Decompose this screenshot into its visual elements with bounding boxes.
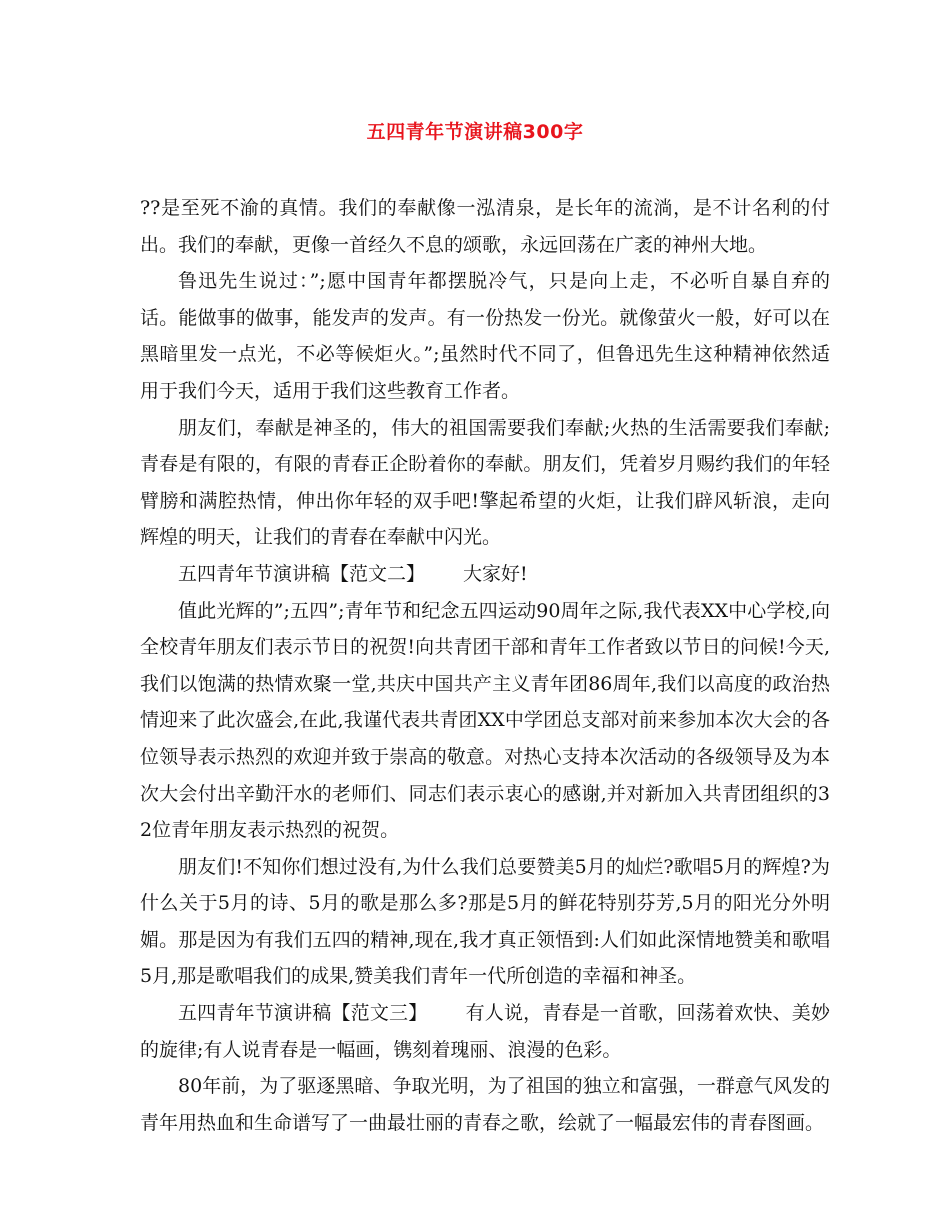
document-body [140, 190, 830, 1141]
paragraph: 80年前，为了驱逐黑暗、争取光明，为了祖国的独立和富强，一群意气风发的青年用热血和生命谱写了一曲最壮丽的青春之歌，绘就了一幅最宏伟的青春图画。 [140, 1075, 830, 1134]
section-heading-line [140, 556, 830, 593]
paragraph: 鲁迅先生说过：”;愿中国青年都摆脱冷气，只是向上走，不必听自暴自弃的话。能做事的做事，能发声的发声。有一份热发一份光。就像萤火一般，好可以在黑暗里发一点光，不必等候炬火。”;虽然时代不同了，但鲁迅先生这种精神依然适用于我们今天，适用于我们这些教育工作者。 [140, 270, 830, 402]
document-title: 五四青年节演讲稿300字 [366, 121, 584, 143]
section-heading-line [140, 995, 830, 1068]
paragraph: 值此光辉的”;五四”;青年节和纪念五四运动90周年之际,我代表XX中心学校,向全校青年朋友们表示节日的祝贺!向共青团干部和青年工作者致以节日的问候!今天,我们以饱满的热情欢聚一堂,共庆中国共产主义青年团86周年,我们以高度的政治热情迎来了此次盛会,在此,我谨代表共青团XX中学团总支部对前来参加本次大会的各位领导表示热烈的欢迎并致于崇高的敬意。对热心支持本次活动的各级领导及为本次大会付出辛勤汗水的老师们、同志们表示衷心的感谢,并对新加入共青团组织的32位青年朋友表示热烈的祝贺。 [140, 599, 830, 842]
paragraph: 朋友们，奉献是神圣的，伟大的祖国需要我们奉献;火热的生活需要我们奉献;青春是有限的，有限的青春正企盼着你的奉献。朋友们，凭着岁月赐约我们的年轻臂膀和满腔热情，伸出你年轻的双手吧!擎起希望的火炬，让我们辟风斩浪，走向辉煌的明天，让我们的青春在奉献中闪光。 [140, 416, 830, 549]
paragraph: ??是至死不渝的真情。我们的奉献像一泓清泉，是长年的流淌，是不计名利的付出。我们的奉献，更像一首经久不息的颂歌，永远回荡在广袤的神州大地。 [140, 197, 830, 256]
paragraph: 朋友们!不知你们想过没有,为什么我们总要赞美5月的灿烂?歌唱5月的辉煌?为什么关于5月的诗、5月的歌是那么多?那是5月的鲜花特别芬芳,5月的阳光分外明媚。那是因为有我们五四的精神,现在,我才真正领悟到:人们如此深情地赞美和歌唱5月,那是歌唱我们的成果,赞美我们青年一代所创造的幸福和神圣。 [140, 855, 830, 988]
section-text: 有人说，青春是一首歌，回荡着欢快、美妙的旋律;有人说青春是一幅画，镌刻着瑰丽、浪漫的色彩。 [140, 1002, 830, 1061]
section-heading: 五四青年节演讲稿【范文三】 [178, 1002, 428, 1025]
section-heading: 五四青年节演讲稿【范文二】 [178, 562, 426, 585]
section-text: 大家好! [463, 562, 528, 585]
